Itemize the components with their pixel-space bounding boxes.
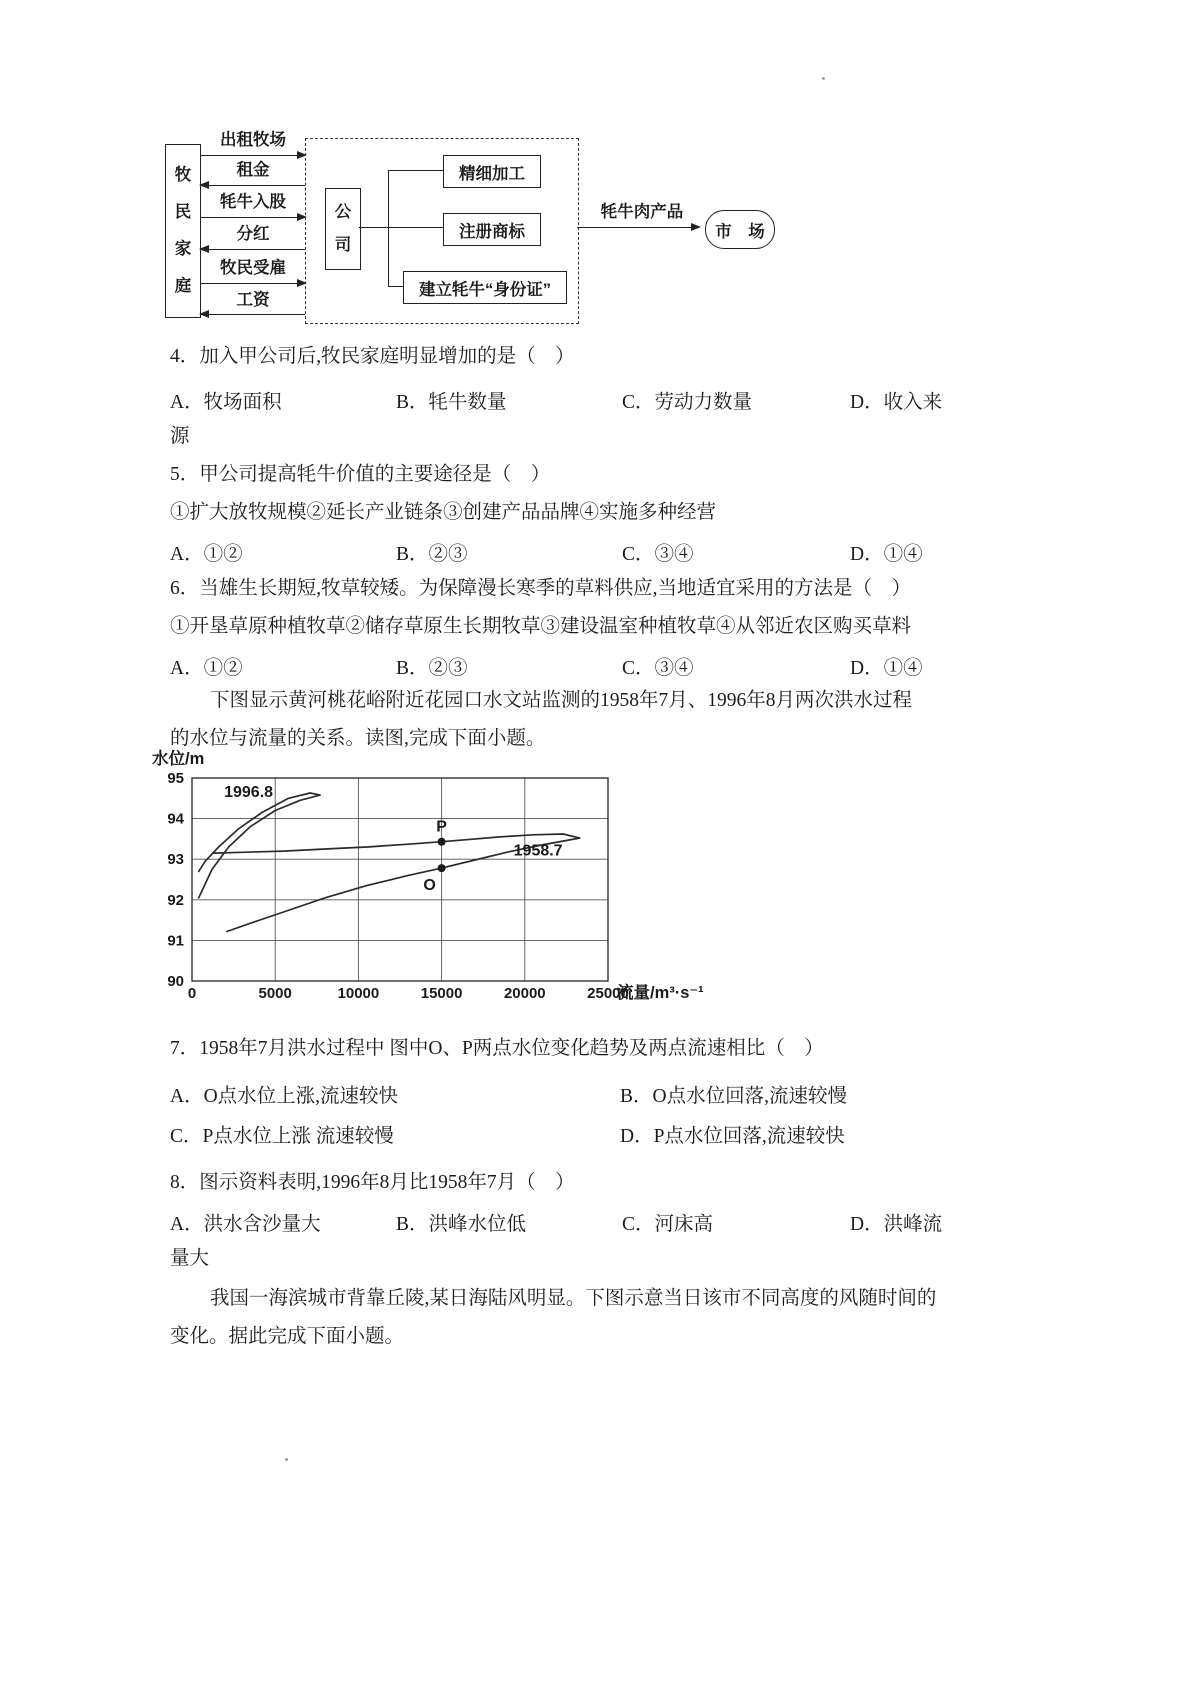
y-tick-label: 91 — [167, 932, 184, 950]
annotation-O: O — [423, 877, 436, 895]
market-box — [705, 210, 775, 249]
x-tick-label: 10000 — [337, 985, 380, 1002]
q8-option-a: A．洪水含沙量大 — [170, 1214, 321, 1235]
question-5-stem: 5．甲公司提高牦牛价值的主要途径是（ ） — [170, 464, 551, 485]
question-4-stem: 4．加入甲公司后,牧民家庭明显增加的是（ ） — [170, 346, 575, 367]
q7-option-c: C．P点水位上涨 流速较慢 — [170, 1126, 394, 1147]
y-tick-label: 90 — [167, 973, 184, 990]
annotation-1958.7: 1958.7 — [513, 842, 563, 860]
flood-passage-line-1: 下图显示黄河桃花峪附近花园口水文站监测的1958年7月、1996年8月两次洪水过程 — [210, 690, 913, 711]
question-7-options-row-1 — [170, 1080, 1060, 1106]
yak-product-label: 牦牛肉产品 — [600, 203, 684, 221]
series-1996.8-loop — [199, 793, 320, 898]
measure-box-processing — [443, 155, 541, 188]
x-axis-label: 流量/m³·s⁻¹ — [617, 984, 704, 1002]
connector-company-trunk — [359, 227, 389, 228]
question-7-stem: 7．1958年7月洪水过程中 图中O、P两点水位变化趋势及两点流速相比（ ） — [170, 1038, 824, 1059]
y-axis-label: 水位/m — [152, 750, 205, 768]
q5-option-b: B．②③ — [396, 544, 468, 565]
connector-to-trademark — [388, 227, 443, 228]
company-label: 公司 — [334, 203, 352, 254]
exchange-label-5: 牧民受雇 — [220, 259, 286, 277]
q7-option-d: D．P点水位回落,流速较快 — [620, 1126, 845, 1147]
q5-option-c: C．③④ — [622, 544, 694, 565]
point-P — [438, 838, 446, 846]
market-label: 市 场 — [715, 222, 765, 241]
exchange-arrow-right-icon — [201, 155, 305, 156]
exchange-label-6: 工资 — [236, 291, 270, 309]
q7-option-a: A．O点水位上涨,流速较快 — [170, 1086, 399, 1107]
q4-option-d: D．收入来 — [850, 392, 943, 413]
herder-family-box — [165, 144, 201, 318]
flood-chart-svg — [150, 748, 870, 1016]
connector-to-idcard — [388, 286, 403, 287]
q4-option-a: A．牧场面积 — [170, 392, 282, 413]
question-6-options — [170, 652, 1060, 678]
q6-option-d: D．①④ — [850, 658, 923, 679]
question-8-options — [170, 1208, 1060, 1234]
q8-option-b: B．洪峰水位低 — [396, 1214, 527, 1235]
exchange-arrow-left-icon — [201, 249, 305, 250]
q8-option-d-wrap: 量大 — [170, 1248, 210, 1269]
measure-idcard-label: 建立牦牛“身份证” — [419, 280, 551, 299]
x-tick-label: 5000 — [258, 985, 292, 1002]
page-speck — [822, 77, 825, 80]
y-tick-label: 95 — [167, 770, 184, 787]
q4-option-d-wrap: 源 — [170, 426, 190, 447]
y-tick-label: 94 — [167, 810, 184, 828]
seabreeze-passage-line-2: 变化。据此完成下面小题。 — [170, 1326, 405, 1347]
company-box — [325, 188, 361, 270]
herder-family-label: 牧民家庭 — [174, 166, 192, 295]
q5-option-d: D．①④ — [850, 544, 923, 565]
question-6-stem: 6．当雄生长期短,牧草较矮。为保障漫长寒季的草料供应,当地适宜采用的方法是（ ） — [170, 578, 912, 599]
q6-option-c: C．③④ — [622, 658, 694, 679]
q8-option-d: D．洪峰流 — [850, 1214, 943, 1235]
plot-border — [192, 778, 608, 981]
exchange-arrow-right-icon — [201, 283, 305, 284]
q6-option-b: B．②③ — [396, 658, 468, 679]
exchange-arrow-left-icon — [201, 314, 305, 315]
x-tick-label: 0 — [187, 985, 197, 1002]
question-8-stem: 8．图示资料表明,1996年8月比1958年7月（ ） — [170, 1172, 575, 1193]
exchange-arrow-left-icon — [201, 185, 305, 186]
annotation-P: P — [436, 818, 447, 836]
question-6-items: ①开垦草原种植牧草②储存草原生长期牧草③建设温室种植牧草④从邻近农区购买草料 — [170, 616, 912, 637]
question-7-options-row-2 — [170, 1120, 1060, 1146]
q4-option-b: B．牦牛数量 — [396, 392, 507, 413]
x-tick-label: 15000 — [420, 985, 463, 1002]
measure-trademark-label: 注册商标 — [459, 222, 525, 241]
measure-processing-label: 精细加工 — [459, 164, 525, 183]
question-5-options — [170, 538, 1060, 564]
connector-to-processing — [388, 170, 443, 171]
exchange-label-4: 分红 — [236, 225, 270, 243]
exchange-label-3: 牦牛入股 — [220, 193, 286, 211]
x-tick-label: 20000 — [503, 985, 546, 1002]
q5-option-a: A．①② — [170, 544, 243, 565]
connector-trunk-vertical — [388, 170, 389, 286]
measure-box-idcard — [403, 271, 567, 304]
question-4-options — [170, 386, 1060, 412]
q7-option-b: B．O点水位回落,流速较慢 — [620, 1086, 847, 1107]
q6-option-a: A．①② — [170, 658, 243, 679]
question-5-items: ①扩大放牧规模②延长产业链条③创建产品品牌④实施多种经营 — [170, 502, 717, 523]
flood-passage-line-2: 的水位与流量的关系。读图,完成下面小题。 — [170, 728, 546, 749]
q8-option-c: C．河床高 — [622, 1214, 714, 1235]
y-tick-label: 93 — [167, 851, 184, 869]
q4-option-c: C．劳动力数量 — [622, 392, 753, 413]
flood-stage-discharge-chart — [150, 748, 870, 1016]
page-speck — [285, 1458, 288, 1461]
y-tick-label: 92 — [167, 891, 184, 909]
measure-box-trademark — [443, 213, 541, 246]
exchange-label-1: 出租牧场 — [220, 131, 286, 149]
market-arrow-icon — [577, 227, 699, 228]
annotation-1996.8: 1996.8 — [224, 784, 274, 802]
point-O — [438, 864, 446, 872]
yak-company-diagram — [165, 130, 805, 335]
exchange-label-2: 租金 — [236, 161, 270, 179]
x-tick-label: 25000 — [587, 985, 629, 1002]
seabreeze-passage-line-1: 我国一海滨城市背靠丘陵,某日海陆风明显。下图示意当日该市不同高度的风随时间的 — [210, 1288, 937, 1309]
exchange-arrow-right-icon — [201, 217, 305, 218]
